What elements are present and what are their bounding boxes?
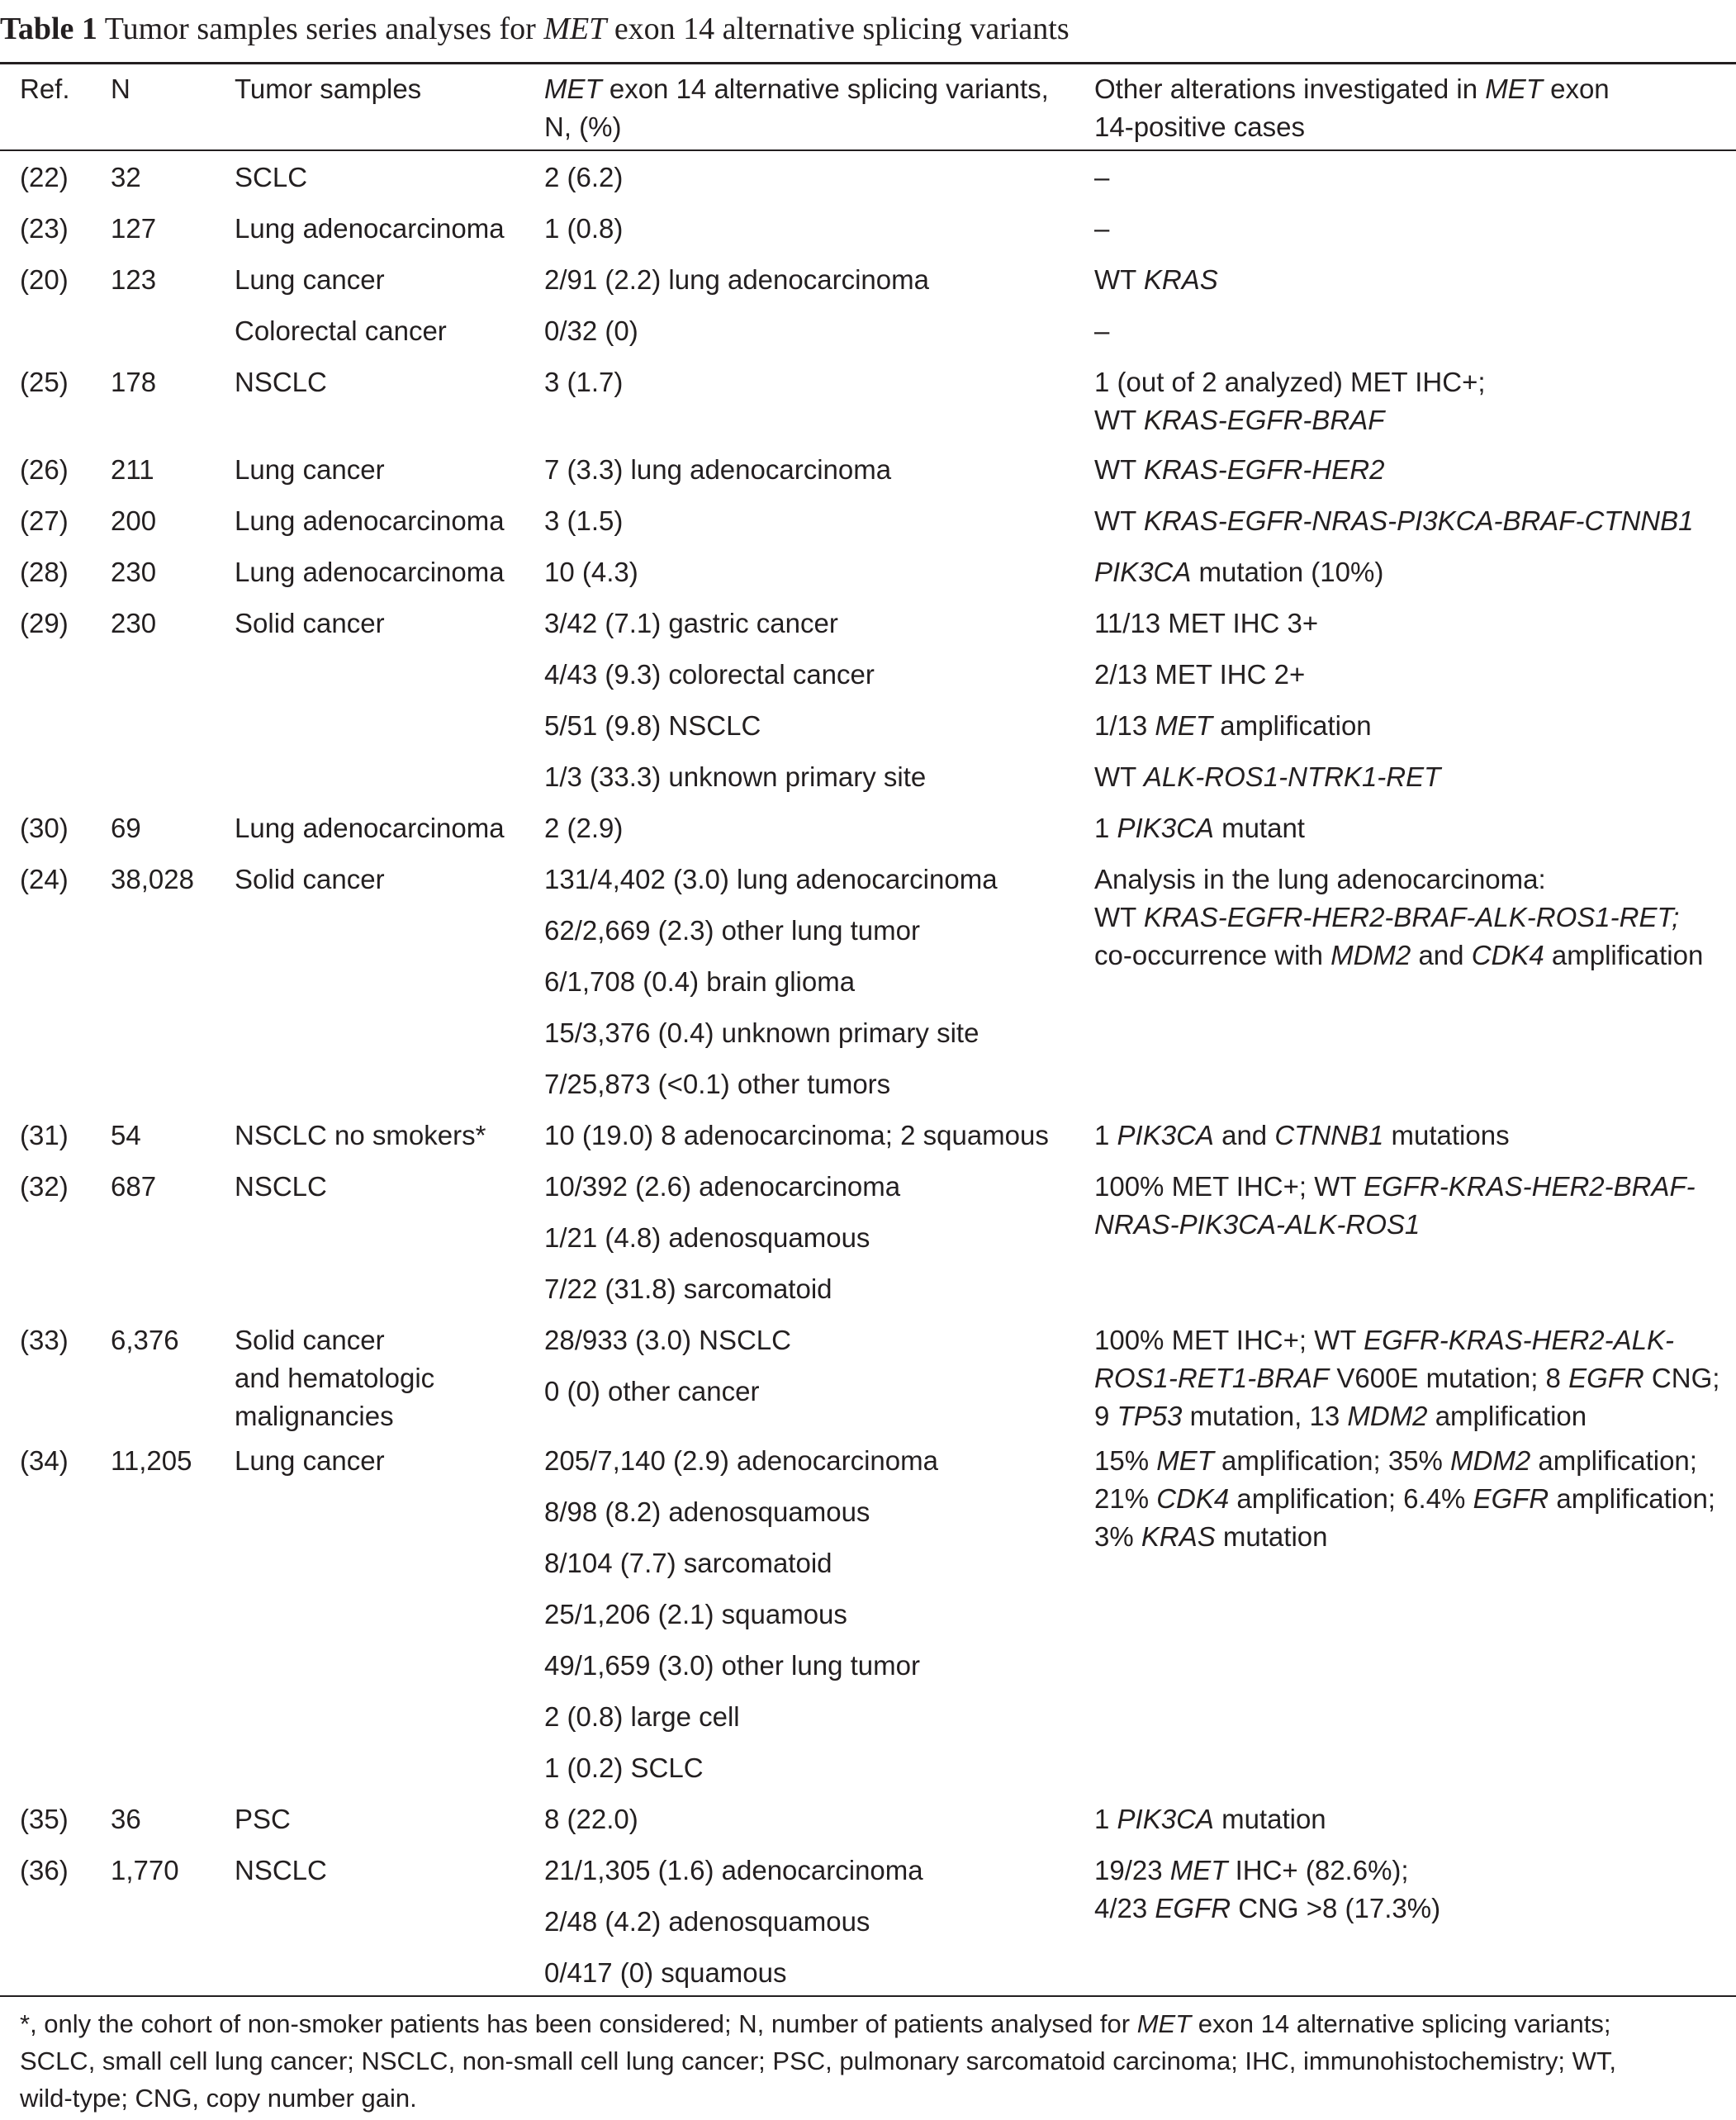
cell-tumor: Solid cancer [235,608,385,638]
cell-variant: 4/43 (9.3) colorectal cancer [544,659,875,690]
cell-tumor: PSC [235,1804,291,1834]
cell-tumor: NSCLC [235,1171,327,1202]
cell-variant: 21/1,305 (1.6) adenocarcinoma [544,1855,923,1885]
table-footnote: *, only the cohort of non-smoker patients has been considered; N, number of patients analysed for MET exon 14 alternative splicing variants; SCLC, small cell lung cancer; NSCLC, non-small cell lung cancer; PSC, pulmonary sarcomatoid carcinoma; IHC, immunohistochemistry; WT, wild-type; CNG, copy number gain. [20,2009,1616,2113]
cell-ref: (33) [20,1325,69,1355]
table-label: Table 1 [0,12,97,46]
table-row [0,1008,1736,1059]
cell-n: 11,205 [111,1445,192,1476]
cell-other: WT KRAS-EGFR-NRAS-PI3KCA-BRAF-CTNNB1 [1094,505,1694,536]
cell-ref: (25) [20,367,69,397]
cell-n: 38,028 [111,864,194,894]
table-row [0,1110,1736,1161]
cell-variant: 1 (0.2) SCLC [544,1752,704,1783]
table-row [0,547,1736,598]
cell-variant: 0/417 (0) squamous [544,1957,787,1988]
table-row [0,357,1736,444]
cell-n: 230 [111,557,157,587]
cell-tumor: Lung cancer [235,454,385,485]
cell-variant: 8/104 (7.7) sarcomatoid [544,1548,832,1578]
table-row [0,254,1736,306]
cell-variant: 2 (0.8) large cell [544,1701,740,1732]
cell-variant: 7 (3.3) lung adenocarcinoma [544,454,892,485]
cell-tumor: Solid cancer [235,864,385,894]
cell-ref: (23) [20,213,69,244]
cell-ref: (35) [20,1804,69,1834]
cell-variant: 1/3 (33.3) unknown primary site [544,761,927,792]
cell-tumor: NSCLC no smokers* [235,1120,486,1150]
cell-n: 127 [111,213,157,244]
cell-n: 32 [111,162,141,192]
table-row [0,1691,1736,1743]
cell-tumor: NSCLC [235,1855,327,1885]
cell-ref: (29) [20,608,69,638]
header-variants: MET exon 14 alternative splicing variants, N, (%) [544,74,1049,142]
cell-tumor: SCLC [235,162,308,192]
table-title: Table 1 Tumor samples series analyses for MET exon 14 alternative splicing variants [0,12,1070,46]
cell-n: 36 [111,1804,141,1834]
table-row [0,1640,1736,1691]
cell-variant: 3 (1.5) [544,505,624,536]
table-row [0,1435,1736,1487]
table-row [0,306,1736,357]
cell-tumor: Lung adenocarcinoma [235,505,505,536]
cell-n: 123 [111,264,157,295]
cell-variant: 205/7,140 (2.9) adenocarcinoma [544,1445,938,1476]
cell-n: 69 [111,813,141,843]
cell-other: WT KRAS [1094,264,1218,295]
cell-tumor: Lung adenocarcinoma [235,813,505,843]
cell-tumor: Lung adenocarcinoma [235,213,505,244]
cell-other: 1 PIK3CA and CTNNB1 mutations [1094,1120,1510,1150]
cell-n [111,306,235,357]
cell-tumor: Lung cancer [235,264,385,295]
cell-other: 19/23 MET IHC+ (82.6%); 4/23 EGFR CNG >8 (17.3%) [1094,1855,1441,1923]
cell-variant: 15/3,376 (0.4) unknown primary site [544,1017,979,1048]
cell-ref: (30) [20,813,69,843]
cell-variant: 10 (4.3) [544,557,638,587]
table-row [0,700,1736,752]
cell-n: 211 [111,454,154,485]
cell-ref: (36) [20,1855,69,1885]
cell-tumor: Lung adenocarcinoma [235,557,505,587]
cell-variant: 5/51 (9.8) NSCLC [544,710,761,741]
cell-variant: 2/91 (2.2) lung adenocarcinoma [544,264,929,295]
cell-other: 1 (out of 2 analyzed) MET IHC+; WT KRAS-EGFR-BRAF [1094,367,1486,435]
cell-variant: 2 (2.9) [544,813,624,843]
cell-ref: (24) [20,864,69,894]
cell-variant: 62/2,669 (2.3) other lung tumor [544,915,920,946]
table-row [0,1161,1736,1212]
cell-ref: (31) [20,1120,69,1150]
cell-other: WT KRAS-EGFR-HER2 [1094,454,1385,485]
cell-variant: 3/42 (7.1) gastric cancer [544,608,838,638]
table-row [0,1589,1736,1640]
cell-variant: 131/4,402 (3.0) lung adenocarcinoma [544,864,998,894]
cell-variant: 7/22 (31.8) sarcomatoid [544,1273,832,1304]
cell-variant: 7/25,873 (<0.1) other tumors [544,1069,891,1099]
header-other: Other alterations investigated in MET exon 14-positive cases [1094,74,1610,142]
cell-variant: 10/392 (2.6) adenocarcinoma [544,1171,901,1202]
cell-ref: (20) [20,264,69,295]
cell-variant: 1 (0.8) [544,213,624,244]
cell-ref: (22) [20,162,69,192]
table-row [0,1315,1736,1435]
cell-variant: 2 (6.2) [544,162,624,192]
cell-tumor: Lung cancer [235,1445,385,1476]
cell-variant: 8 (22.0) [544,1804,638,1834]
table-row [0,1264,1736,1315]
table-row [0,598,1736,649]
data-table [0,64,1736,1999]
header-ref: Ref. [20,74,70,104]
cell-ref: (28) [20,557,69,587]
cell-other: – [1094,213,1110,244]
cell-variant: 49/1,659 (3.0) other lung tumor [544,1650,920,1681]
cell-other: 100% MET IHC+; WT EGFR-KRAS-HER2-ALK- ROS1-RET1-BRAF V600E mutation; 8 EGFR CNG; 9 TP53 mutation, 13 MDM2 amplification [1094,1325,1720,1431]
table-row [0,496,1736,547]
cell-ref: (34) [20,1445,69,1476]
cell-ref: (32) [20,1171,69,1202]
cell-tumor: Solid cancer and hematologic malignancies [235,1325,435,1431]
cell-tumor: Colorectal cancer [235,315,447,346]
table-row [0,1947,1736,1999]
cell-other: WT ALK-ROS1-NTRK1-RET [1094,761,1441,792]
cell-n: 687 [111,1171,157,1202]
cell-variant: 1/21 (4.8) adenosquamous [544,1222,870,1253]
cell-other: 1 PIK3CA mutant [1094,813,1305,843]
table-row [0,854,1736,905]
cell-variant: 0/32 (0) [544,315,638,346]
cell-tumor: NSCLC [235,367,327,397]
table-row [0,1743,1736,1794]
table-row [0,203,1736,254]
table-row [0,444,1736,496]
header-n: N [111,74,130,104]
cell-n: 1,770 [111,1855,179,1885]
cell-other: – [1094,315,1110,346]
cell-n: 230 [111,608,157,638]
cell-n: 200 [111,505,157,536]
cell-other: PIK3CA mutation (10%) [1094,557,1384,587]
cell-ref: (26) [20,454,69,485]
cell-n: 54 [111,1120,141,1150]
table-row [0,1059,1736,1110]
header-row [0,64,1736,146]
table-row [0,752,1736,803]
cell-n: 178 [111,367,157,397]
header-tumor: Tumor samples [235,74,422,104]
cell-ref [0,306,111,357]
cell-other: 15% MET amplification; 35% MDM2 amplification; 21% CDK4 amplification; 6.4% EGFR amplification; 3% KRAS mutation [1094,1445,1715,1552]
cell-variant: 2/48 (4.2) adenosquamous [544,1906,870,1937]
cell-other: 1/13 MET amplification [1094,710,1372,741]
cell-other: 11/13 MET IHC 3+ [1094,608,1319,638]
cell-other: 1 PIK3CA mutation [1094,1804,1326,1834]
cell-n: 6,376 [111,1325,179,1355]
table-row [0,1845,1736,1896]
cell-variant: 6/1,708 (0.4) brain glioma [544,966,856,997]
table-row [0,1794,1736,1845]
cell-variant: 8/98 (8.2) adenosquamous [544,1496,870,1527]
cell-other: Analysis in the lung adenocarcinoma: WT KRAS-EGFR-HER2-BRAF-ALK-ROS1-RET; co-occurrence with MDM2 and CDK4 amplification [1094,864,1704,970]
cell-ref: (27) [20,505,69,536]
cell-variant: 3 (1.7) [544,367,624,397]
table-row [0,803,1736,854]
cell-other: – [1094,162,1110,192]
cell-other: 100% MET IHC+; WT EGFR-KRAS-HER2-BRAF- NRAS-PIK3CA-ALK-ROS1 [1094,1171,1696,1240]
table-row [0,649,1736,700]
cell-variant: 28/933 (3.0) NSCLC 0 (0) other cancer [544,1325,791,1406]
table-row [0,152,1736,203]
cell-variant: 25/1,206 (2.1) squamous [544,1599,847,1629]
cell-variant: 10 (19.0) 8 adenocarcinoma; 2 squamous [544,1120,1049,1150]
cell-other: 2/13 MET IHC 2+ [1094,659,1306,690]
